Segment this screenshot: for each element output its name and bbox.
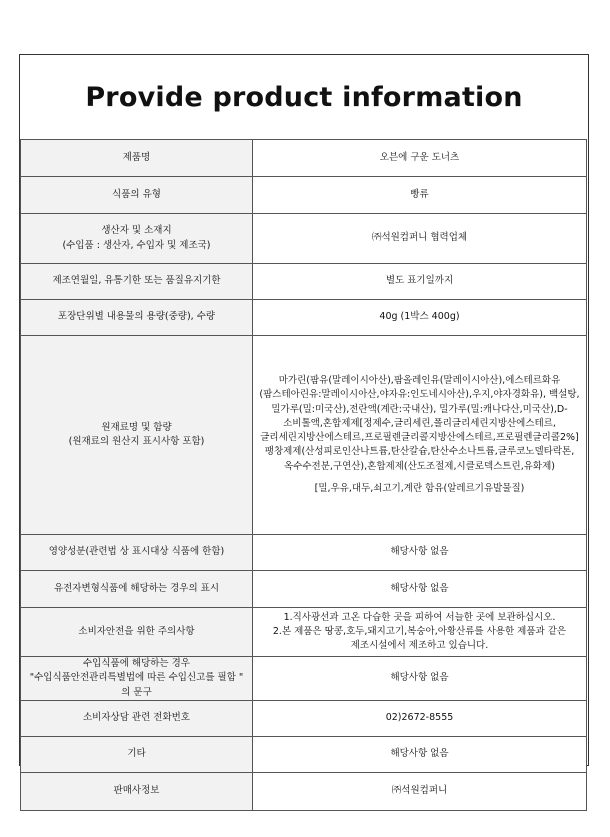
product-info-table <box>20 139 587 811</box>
table-row <box>21 214 587 264</box>
row-label-import: 수입식품에 해당하는 경우 "수입식품안전관리특별법에 따른 수입신고를 필함 " 의 문구 <box>21 657 253 701</box>
ingredients-spacer <box>257 474 582 482</box>
table-row <box>21 736 587 772</box>
row-value-etc: 해당사항 없음 <box>253 736 587 772</box>
ingredients-text: 마가린(팜유(말레이시아산),팜올레인유(말레이시아산),에스테르화유(팜스테아린유:말레이시아산,야자유:인도네시아산),우지,야자경화유), 백설탕,밀가루(밀:미국산),전란액(계란:국내산), 밀가루(밀:캐나다산,미국산),D-소비톨액,혼합제제[정제수,글리세린,폴리글리세린지방산에스테르, 글리세린지방산에스테르,프로필렌글리콜지방산에스테르,프로필렌글리콜2%] 팽창제제(산성피로인산나트륨,탄산칼슘,탄산수소나트륨,글루코노델타락톤,옥수수전분,구연산),혼합제제(산도조절제,시클로덱스트린,유화제) <box>259 375 580 472</box>
row-label-caution: 소비자안전을 위한 주의사항 <box>21 608 253 657</box>
row-value-expiry: 별도 표기일까지 <box>253 264 587 300</box>
table-row <box>21 571 587 608</box>
page-title: Provide product information <box>85 81 523 113</box>
row-value-product-name: 오븐에 구운 도너츠 <box>253 140 587 177</box>
table-row <box>21 140 587 177</box>
row-value-import: 해당사항 없음 <box>253 657 587 701</box>
row-label-ingredients: 원재료명 및 함량 (원재료의 원산지 표시사항 포함) <box>21 336 253 535</box>
row-label-expiry: 제조연월일, 유통기한 또는 품질유지기한 <box>21 264 253 300</box>
row-value-caution: 1.직사광선과 고온 다습한 곳을 피하여 서늘한 곳에 보관하십시오. 2.본 제품은 땅콩,호두,돼지고기,복숭아,아황산류를 사용한 제품과 같은 제조시설에서 제조하고 있습니다. <box>253 608 587 657</box>
row-value-producer: ㈜석원컴퍼니 협력업체 <box>253 214 587 264</box>
row-value-gmo: 해당사항 없음 <box>253 571 587 608</box>
row-label-seller: 판매사정보 <box>21 772 253 810</box>
table-row <box>21 300 587 336</box>
row-label-gmo: 유전자변형식품에 해당하는 경우의 표시 <box>21 571 253 608</box>
row-value-seller: ㈜석원컴퍼니 <box>253 772 587 810</box>
row-value-nutrition: 해당사항 없음 <box>253 535 587 571</box>
row-label-food-type: 식품의 유형 <box>21 177 253 214</box>
row-value-phone: 02)2672-8555 <box>253 700 587 736</box>
product-info-frame <box>19 54 589 797</box>
table-row <box>21 772 587 810</box>
table-row <box>21 177 587 214</box>
allergy-text: [밀,우유,대두,쇠고기,계란 함유(알레르기유발물질) <box>314 482 525 494</box>
row-label-phone: 소비자상담 관련 전화번호 <box>21 700 253 736</box>
table-row <box>21 264 587 300</box>
table-row <box>21 657 587 701</box>
row-value-ingredients <box>253 336 587 535</box>
table-row <box>21 535 587 571</box>
table-row <box>21 608 587 657</box>
row-value-capacity: 40g (1박스 400g) <box>253 300 587 336</box>
row-value-food-type: 빵류 <box>253 177 587 214</box>
table-row <box>21 700 587 736</box>
row-label-etc: 기타 <box>21 736 253 772</box>
row-label-producer: 생산자 및 소재지 (수입품 : 생산자, 수입자 및 제조국) <box>21 214 253 264</box>
table-row <box>21 336 587 535</box>
row-label-product-name: 제품명 <box>21 140 253 177</box>
row-label-capacity: 포장단위별 내용물의 용량(중량), 수량 <box>21 300 253 336</box>
row-label-nutrition: 영양성분(관련법 상 표시대상 식품에 한함) <box>21 535 253 571</box>
